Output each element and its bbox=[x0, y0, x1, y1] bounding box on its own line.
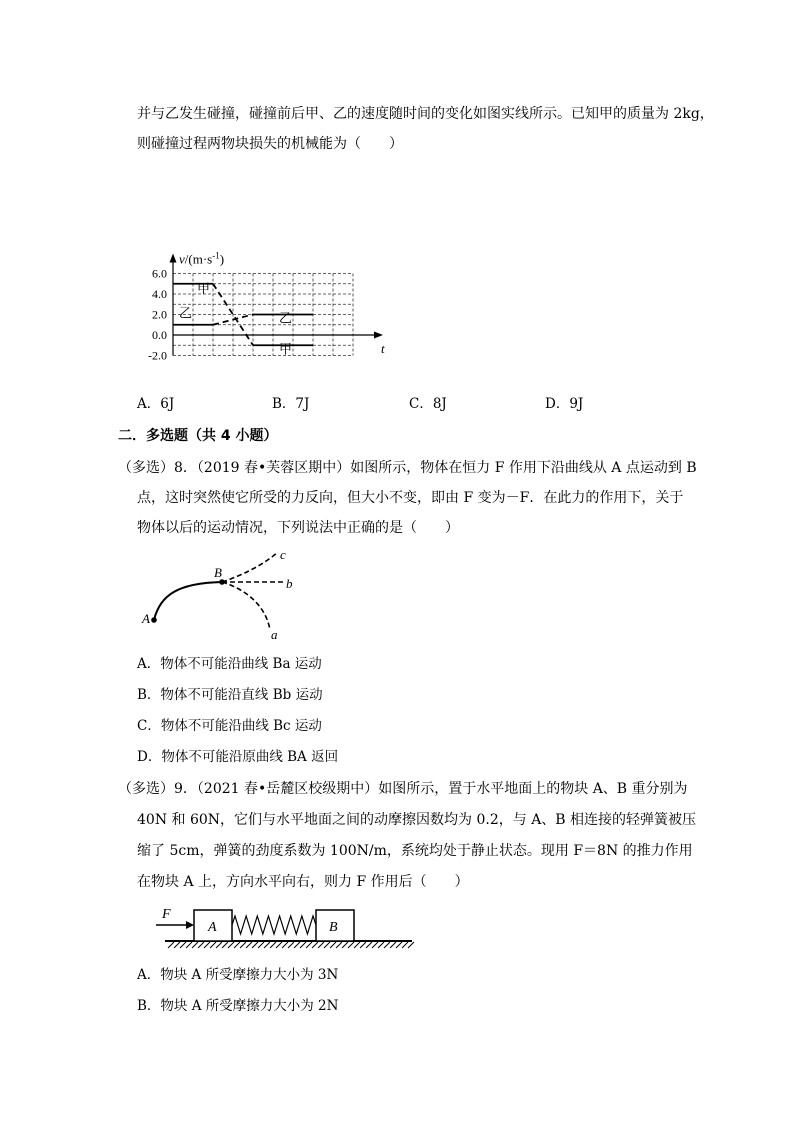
label-a-point: A bbox=[142, 611, 150, 626]
hatch-line bbox=[312, 942, 318, 948]
y-tick-label: -2.0 bbox=[148, 348, 167, 363]
hatch-line bbox=[180, 942, 186, 948]
hatch-line bbox=[258, 942, 264, 948]
hatch-line bbox=[192, 942, 198, 948]
hatch-line bbox=[402, 942, 408, 948]
hatch-line bbox=[306, 942, 312, 948]
label-b-point: B bbox=[214, 565, 222, 580]
hatch-line bbox=[282, 942, 288, 948]
hatch-line bbox=[408, 942, 414, 948]
hatch-line bbox=[252, 942, 258, 948]
hatch-line bbox=[354, 942, 360, 948]
q9-spring-figure bbox=[140, 900, 420, 952]
q9-text-line1: （多选）9．（2021 春•岳麓区校级期中）如图所示，置于水平地面上的物块 A、B 重分别为 bbox=[118, 781, 688, 797]
q8-text-line3: 物体以后的运动情况，下列说法中正确的是（ ） bbox=[137, 520, 459, 536]
q8-option-c[interactable]: C．物体不可能沿曲线 Bc 运动 bbox=[137, 718, 322, 734]
series-annotation: 乙 bbox=[279, 310, 293, 326]
hatch-line bbox=[276, 942, 282, 948]
hatch-line bbox=[270, 942, 276, 948]
hatch-line bbox=[210, 942, 216, 948]
q9-text-line2: 40N 和 60N，它们与水平地面之间的动摩擦因数均为 0.2，与 A、B 相连接的轻弹簧被压 bbox=[137, 812, 697, 828]
y-tick-label: 2.0 bbox=[152, 307, 167, 322]
hatch-line bbox=[294, 942, 300, 948]
q8-text-line1: （多选）8．（2019 春•芙蓉区期中）如图所示，物体在恒力 F 作用下沿曲线从 A 点运动到 B bbox=[118, 460, 697, 476]
hatch-line bbox=[366, 942, 372, 948]
y-axis-arrow bbox=[170, 254, 177, 263]
hatch-line bbox=[216, 942, 222, 948]
hatch-line bbox=[198, 942, 204, 948]
hatch-line bbox=[228, 942, 234, 948]
point-b bbox=[219, 579, 225, 585]
q7-option-b[interactable]: B．7J bbox=[272, 396, 310, 412]
hatch-line bbox=[396, 942, 402, 948]
q7-option-a[interactable]: A．6J bbox=[137, 396, 175, 412]
q8-option-a[interactable]: A．物体不可能沿曲线 Ba 运动 bbox=[137, 656, 322, 672]
hatch-line bbox=[336, 942, 342, 948]
hatch-line bbox=[240, 942, 246, 948]
section-title: 二．多选题（共 4 小题） bbox=[118, 428, 278, 444]
hatch-line bbox=[372, 942, 378, 948]
hatch-line bbox=[342, 942, 348, 948]
hatch-line bbox=[300, 942, 306, 948]
hatch-line bbox=[174, 942, 180, 948]
x-axis-label: t bbox=[381, 341, 385, 356]
y-tick-label: 4.0 bbox=[152, 287, 167, 301]
q9-option-b[interactable]: B．物块 A 所受摩擦力大小为 2N bbox=[137, 998, 339, 1014]
velocity-time-chart bbox=[135, 162, 415, 387]
hatch-line bbox=[360, 942, 366, 948]
hatch-line bbox=[318, 942, 324, 948]
label-block-a: A bbox=[208, 920, 217, 935]
q8-text-line2: 点，这时突然使它所受的力反向，但大小不变，即由 F 变为－F．在此力的作用下，关于 bbox=[137, 490, 684, 506]
series-annotation: 甲 bbox=[279, 341, 293, 357]
y-axis-label: $v/(m\cdot s^{-1})$ bbox=[179, 250, 225, 267]
hatch-line bbox=[384, 942, 390, 948]
label-f: F bbox=[162, 907, 171, 922]
hatch-line bbox=[264, 942, 270, 948]
hatch-line bbox=[222, 942, 228, 948]
q8-trajectory-figure bbox=[138, 545, 298, 645]
force-arrow-head bbox=[186, 921, 194, 929]
chart-labels bbox=[179, 251, 385, 357]
label-a: a bbox=[271, 627, 278, 642]
hatch-line bbox=[378, 942, 384, 948]
ground-hatch bbox=[168, 942, 414, 948]
hatch-line bbox=[168, 942, 174, 948]
label-b: b bbox=[286, 576, 293, 591]
hatch-line bbox=[234, 942, 240, 948]
curve-bc bbox=[222, 552, 278, 582]
q7-option-c[interactable]: C．8J bbox=[409, 396, 447, 412]
chart-y-ticks bbox=[148, 267, 167, 363]
series-annotation: 甲 bbox=[197, 280, 211, 296]
curve-ab bbox=[154, 582, 222, 620]
y-tick-label: 0.0 bbox=[152, 328, 167, 342]
y-tick-label: 6.0 bbox=[152, 266, 167, 281]
hatch-line bbox=[330, 942, 336, 948]
q8-option-d[interactable]: D．物体不可能沿原曲线 BA 返回 bbox=[137, 749, 339, 765]
q9-text-line4: 在物块 A 上，方向水平向右，则力 F 作用后（ ） bbox=[137, 874, 469, 890]
q7-text-line2: 则碰撞过程两物块损失的机械能为（ ） bbox=[137, 136, 403, 152]
hatch-line bbox=[186, 942, 192, 948]
hatch-line bbox=[204, 942, 210, 948]
q7-option-d[interactable]: D．9J bbox=[545, 396, 584, 412]
point-a bbox=[151, 617, 157, 623]
label-c: c bbox=[280, 547, 286, 562]
hatch-line bbox=[390, 942, 396, 948]
hatch-line bbox=[288, 942, 294, 948]
hatch-line bbox=[324, 942, 330, 948]
q8-option-b[interactable]: B．物体不可能沿直线 Bb 运动 bbox=[137, 687, 323, 703]
label-block-b: B bbox=[329, 920, 338, 935]
x-axis-arrow bbox=[374, 332, 383, 339]
curve-ba bbox=[222, 582, 270, 630]
series-annotation: 乙 bbox=[179, 305, 193, 321]
spring bbox=[232, 916, 316, 934]
q9-text-line3: 缩了 5cm，弹簧的劲度系数为 100N/m，系统均处于静止状态。现用 F＝8N 的推力作用 bbox=[137, 843, 693, 859]
q9-option-a[interactable]: A．物块 A 所受摩擦力大小为 3N bbox=[137, 967, 339, 983]
hatch-line bbox=[246, 942, 252, 948]
hatch-line bbox=[348, 942, 354, 948]
q7-text-line1: 并与乙发生碰撞，碰撞前后甲、乙的速度随时间的变化如图实线所示。已知甲的质量为 2kg， bbox=[137, 106, 714, 122]
